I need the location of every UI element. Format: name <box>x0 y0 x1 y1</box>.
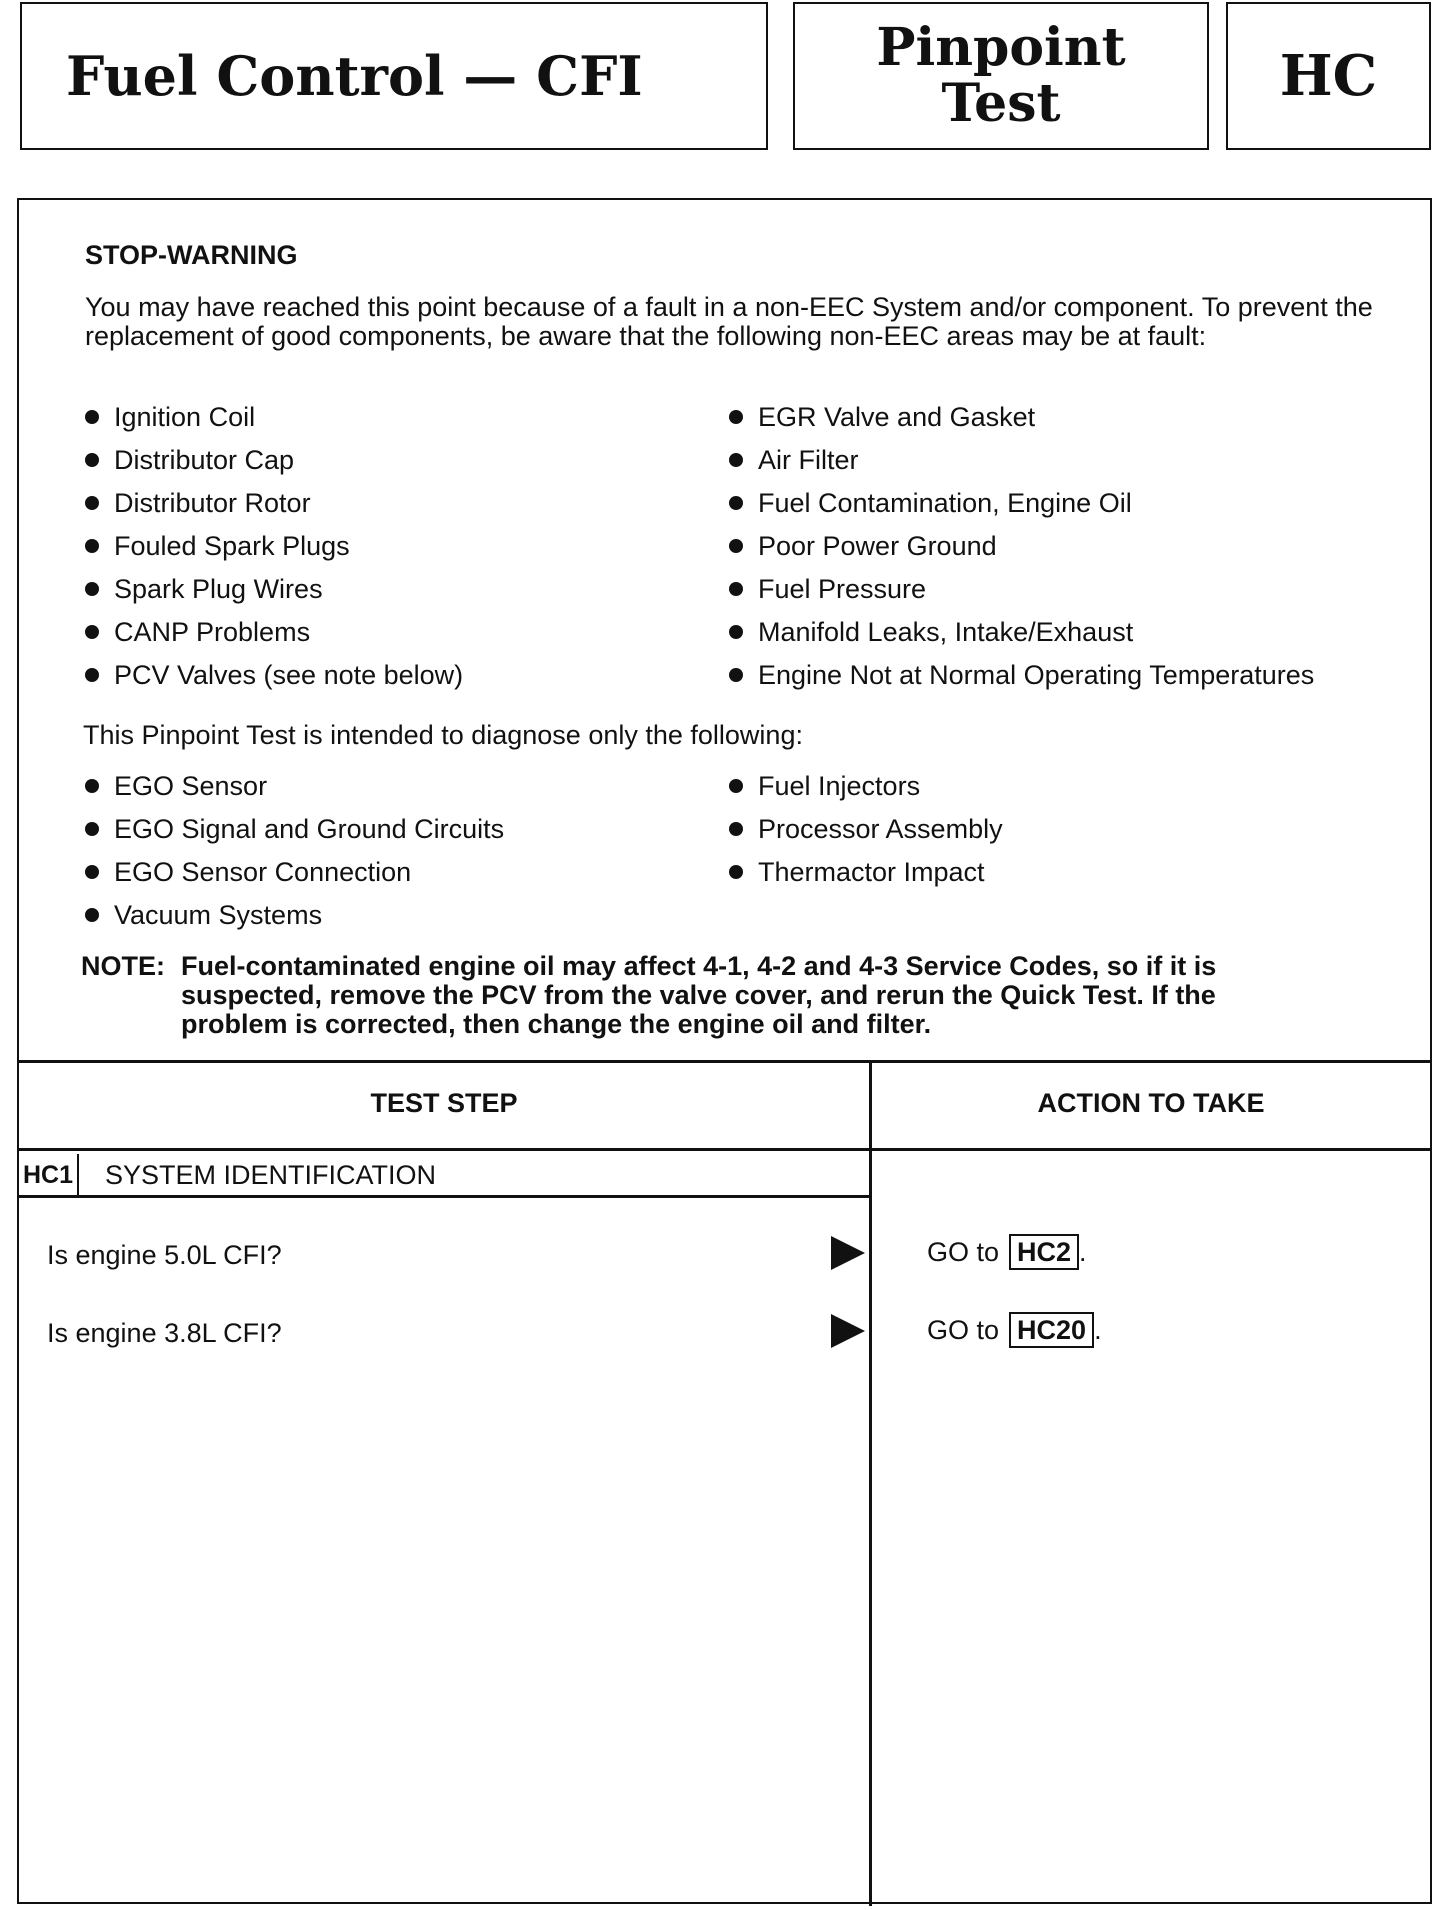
step-id: HC1 <box>19 1154 79 1196</box>
bullet-icon <box>85 822 99 836</box>
list-item: CANP Problems <box>85 611 463 654</box>
test-type-line-2: Test <box>941 73 1061 134</box>
arrow-icon <box>831 1236 865 1270</box>
list-item: Manifold Leaks, Intake/Exhaust <box>729 611 1314 654</box>
warning-text: You may have reached this point because of a fault in a non-EEC System and/or component. To prevent the replacement of good components, be aware that the following non-EEC areas may be at fault: <box>85 292 1373 351</box>
list-item: Air Filter <box>729 439 1314 482</box>
divider <box>19 1060 1430 1063</box>
bullet-icon <box>729 582 743 596</box>
list-item: EGO Signal and Ground Circuits <box>85 808 504 851</box>
divider <box>19 1148 1430 1151</box>
column-header-test-step: TEST STEP <box>370 1088 518 1118</box>
non-eec-causes-right <box>729 396 1314 697</box>
list-item: EGO Sensor <box>85 765 504 808</box>
header-test-type-box <box>793 2 1209 150</box>
bullet-icon <box>729 410 743 424</box>
warning-heading: STOP-WARNING <box>85 240 298 270</box>
divider <box>869 1060 872 1906</box>
bullet-icon <box>85 453 99 467</box>
bullet-icon <box>85 865 99 879</box>
bullet-icon <box>729 496 743 510</box>
arrow-icon <box>831 1314 865 1348</box>
list-item: EGR Valve and Gasket <box>729 396 1314 439</box>
column-header-action: ACTION TO TAKE <box>1037 1088 1265 1118</box>
test-code: HC <box>1279 43 1378 109</box>
list-item: Engine Not at Normal Operating Temperatures <box>729 654 1314 697</box>
list-item: Fuel Contamination, Engine Oil <box>729 482 1314 525</box>
list-item: PCV Valves (see note below) <box>85 654 463 697</box>
bullet-icon <box>729 865 743 879</box>
list-item: Fuel Injectors <box>729 765 1003 808</box>
test-type-line-1: Pinpoint <box>876 16 1126 78</box>
step-action: GO to HC20 . <box>927 1312 1102 1348</box>
list-item: Distributor Cap <box>85 439 463 482</box>
scope-list-right <box>729 765 1003 894</box>
step-question: Is engine 3.8L CFI? <box>47 1318 282 1348</box>
list-item: Thermactor Impact <box>729 851 1003 894</box>
bullet-icon <box>85 779 99 793</box>
list-item: Ignition Coil <box>85 396 463 439</box>
list-item: Vacuum Systems <box>85 894 504 937</box>
note-label: NOTE: <box>81 951 165 981</box>
bullet-icon <box>85 582 99 596</box>
step-question: Is engine 5.0L CFI? <box>47 1240 282 1270</box>
bullet-icon <box>85 539 99 553</box>
non-eec-causes-left <box>85 396 463 697</box>
note-text: Fuel-contaminated engine oil may affect 4-1, 4-2 and 4-3 Service Codes, so if it is suspected, remove the PCV from the valve cover, and rerun the Quick Test. If the problem is corrected, then change the engine oil and filter. <box>181 951 1217 1039</box>
main-panel <box>17 198 1432 1904</box>
step-reference: HC20 <box>1009 1312 1094 1348</box>
list-item: Distributor Rotor <box>85 482 463 525</box>
bullet-icon <box>729 822 743 836</box>
scope-text: This Pinpoint Test is intended to diagnose only the following: <box>83 720 803 750</box>
bullet-icon <box>729 539 743 553</box>
note <box>81 952 1271 1039</box>
header-title-box <box>20 2 768 150</box>
list-item: Processor Assembly <box>729 808 1003 851</box>
bullet-icon <box>729 453 743 467</box>
list-item: EGO Sensor Connection <box>85 851 504 894</box>
list-item: Poor Power Ground <box>729 525 1314 568</box>
bullet-icon <box>85 496 99 510</box>
step-title: SYSTEM IDENTIFICATION <box>105 1160 437 1190</box>
list-item: Spark Plug Wires <box>85 568 463 611</box>
scope-list-left <box>85 765 504 937</box>
bullet-icon <box>85 908 99 922</box>
list-item: Fuel Pressure <box>729 568 1314 611</box>
step-reference: HC2 <box>1009 1234 1079 1270</box>
step-action: GO to HC2 . <box>927 1234 1087 1270</box>
list-item: Fouled Spark Plugs <box>85 525 463 568</box>
bullet-icon <box>85 668 99 682</box>
bullet-icon <box>729 779 743 793</box>
bullet-icon <box>85 410 99 424</box>
header-code-box <box>1226 2 1431 150</box>
bullet-icon <box>729 668 743 682</box>
bullet-icon <box>85 625 99 639</box>
page-title: Fuel Control — CFI <box>66 44 643 108</box>
bullet-icon <box>729 625 743 639</box>
